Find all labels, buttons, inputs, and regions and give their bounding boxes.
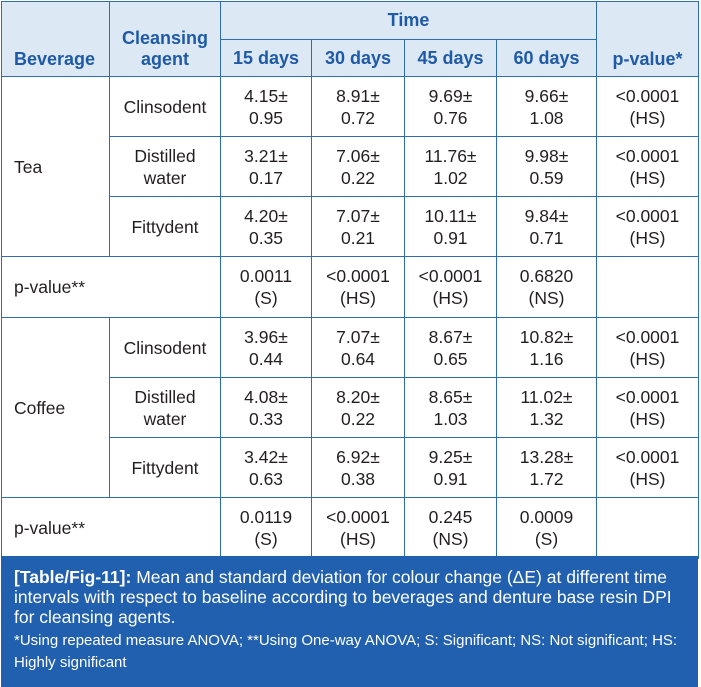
value-line: 0.35 bbox=[248, 227, 284, 248]
value-line: 9.98± bbox=[524, 145, 569, 166]
value-line: 0.44 bbox=[248, 348, 284, 369]
results-table bbox=[1, 1, 699, 559]
value-line: 0.95 bbox=[248, 107, 284, 128]
value-cell bbox=[312, 137, 405, 197]
agent-cell bbox=[110, 378, 221, 438]
caption-footnote-line2: HS: Highly significant bbox=[14, 632, 678, 671]
p-value-cell bbox=[597, 137, 699, 197]
p-value-cell bbox=[597, 378, 699, 438]
value-line: 8.67± bbox=[428, 326, 473, 347]
p-value-cell bbox=[597, 197, 699, 257]
p-value-line: (HS) bbox=[629, 107, 666, 128]
agent-cell bbox=[110, 197, 221, 257]
value-line: 4.08± bbox=[244, 386, 288, 407]
value-line: 1.03 bbox=[433, 408, 468, 429]
value-line: 0.21 bbox=[340, 227, 376, 248]
p-value-line: (HS) bbox=[629, 227, 666, 248]
p-value-row-cell bbox=[497, 498, 597, 559]
empty-cell bbox=[597, 257, 699, 318]
p-value-cell bbox=[597, 438, 699, 498]
header-day-45: 45 days bbox=[405, 40, 497, 77]
value-line: 1.72 bbox=[529, 468, 564, 489]
value-line: 3.21± bbox=[244, 145, 288, 166]
p-value-row-line: (HS) bbox=[340, 529, 376, 549]
value-line: 3.42± bbox=[244, 446, 288, 467]
value-line: 9.25± bbox=[428, 446, 473, 467]
agent-label: Distilled bbox=[134, 386, 196, 407]
value-cell bbox=[312, 318, 405, 378]
header-beverage: Beverage bbox=[2, 2, 110, 77]
value-line: 8.65± bbox=[428, 386, 473, 407]
p-value-line: (HS) bbox=[629, 408, 666, 429]
p-value-row-line: <0.0001 bbox=[418, 266, 483, 286]
value-cell bbox=[221, 197, 312, 257]
value-cell bbox=[221, 77, 312, 137]
value-cell bbox=[221, 318, 312, 378]
value-line: 0.91 bbox=[433, 227, 468, 248]
value-cell bbox=[405, 77, 497, 137]
table-row bbox=[2, 318, 699, 378]
results-table-wrapper bbox=[1, 1, 698, 559]
agent-label: Fittydent bbox=[131, 457, 199, 478]
caption-text: Mean and standard deviation for colour change (ΔE) at different time intervals with respect to baseline according to beverages and denture base resin DPI for cleansing agents. bbox=[14, 567, 672, 627]
value-line: 10.11± bbox=[424, 205, 477, 226]
p-value-line: <0.0001 bbox=[615, 145, 680, 166]
p-value-row-line: 0.0011 bbox=[239, 266, 293, 286]
p-value-line: <0.0001 bbox=[615, 205, 680, 226]
agent-label: Clinsodent bbox=[123, 96, 207, 117]
p-value-line: (HS) bbox=[629, 348, 666, 369]
value-line: 11.02± bbox=[520, 386, 573, 407]
p-value-row-label: p-value** bbox=[2, 257, 221, 318]
value-line: 0.63 bbox=[248, 468, 284, 489]
p-value-line: <0.0001 bbox=[615, 85, 680, 106]
p-value-row-line: 0.0119 bbox=[239, 507, 293, 527]
header-cleansing-agent bbox=[110, 2, 221, 77]
header-day-60: 60 days bbox=[497, 40, 597, 77]
agent-cell bbox=[110, 137, 221, 197]
value-cell bbox=[405, 197, 497, 257]
empty-cell bbox=[597, 498, 699, 559]
header-cleansing-agent-line2: agent bbox=[140, 49, 189, 69]
p-value-line: <0.0001 bbox=[615, 326, 680, 347]
agent-label: Distilled bbox=[134, 145, 196, 166]
value-line: 0.91 bbox=[433, 468, 468, 489]
p-value-row-line: (S) bbox=[254, 288, 278, 308]
p-value-row-line: (HS) bbox=[340, 288, 376, 308]
value-line: 0.71 bbox=[529, 227, 564, 248]
value-cell bbox=[497, 378, 597, 438]
value-line: 13.28± bbox=[519, 446, 574, 467]
value-line: 0.22 bbox=[340, 408, 376, 429]
header-time: Time bbox=[221, 2, 597, 40]
caption-footnote bbox=[14, 630, 688, 674]
value-line: 9.84± bbox=[524, 205, 569, 226]
value-cell bbox=[405, 438, 497, 498]
beverage-cell: Tea bbox=[2, 77, 110, 257]
value-cell bbox=[405, 378, 497, 438]
value-line: 7.06± bbox=[336, 145, 380, 166]
header-day-30: 30 days bbox=[312, 40, 405, 77]
value-cell bbox=[405, 318, 497, 378]
value-line: 4.20± bbox=[244, 205, 288, 226]
value-line: 9.69± bbox=[428, 85, 473, 106]
value-line: 1.08 bbox=[529, 107, 564, 128]
p-value-row-line: (NS) bbox=[432, 529, 469, 549]
beverage-cell: Coffee bbox=[2, 318, 110, 498]
value-line: 8.20± bbox=[336, 386, 380, 407]
value-cell bbox=[497, 318, 597, 378]
value-cell bbox=[497, 77, 597, 137]
p-value-row-cell bbox=[497, 257, 597, 318]
value-line: 0.33 bbox=[248, 408, 284, 429]
p-value-row bbox=[2, 498, 699, 559]
agent-label: water bbox=[143, 408, 187, 429]
value-line: 7.07± bbox=[336, 205, 380, 226]
p-value-cell bbox=[597, 77, 699, 137]
value-line: 0.17 bbox=[248, 167, 284, 188]
value-cell bbox=[312, 378, 405, 438]
value-line: 3.96± bbox=[244, 326, 288, 347]
p-value-row-line: 0.245 bbox=[428, 507, 473, 527]
p-value-row-cell bbox=[312, 498, 405, 559]
p-value-row-cell bbox=[405, 498, 497, 559]
figure-caption bbox=[1, 556, 698, 687]
p-value-row-line: <0.0001 bbox=[326, 266, 390, 286]
table-row bbox=[2, 77, 699, 137]
p-value-row-line: (NS) bbox=[528, 288, 565, 308]
value-line: 0.72 bbox=[340, 107, 376, 128]
value-line: 9.66± bbox=[524, 85, 569, 106]
agent-cell bbox=[110, 77, 221, 137]
p-value-row-line: (S) bbox=[534, 529, 559, 549]
p-value-row-line: (S) bbox=[254, 529, 278, 549]
caption-main bbox=[14, 567, 688, 627]
value-line: 1.32 bbox=[529, 408, 564, 429]
header-day-15: 15 days bbox=[221, 40, 312, 77]
p-value-row-line: 0.0009 bbox=[519, 507, 574, 527]
value-cell bbox=[221, 137, 312, 197]
value-line: 8.91± bbox=[336, 85, 380, 106]
p-value-row bbox=[2, 257, 699, 318]
agent-cell bbox=[110, 438, 221, 498]
p-value-row-cell bbox=[312, 257, 405, 318]
value-line: 10.82± bbox=[519, 326, 574, 347]
p-value-line: <0.0001 bbox=[615, 386, 680, 407]
value-cell bbox=[312, 77, 405, 137]
table-body bbox=[2, 77, 699, 559]
p-value-row-label: p-value** bbox=[2, 498, 221, 559]
caption-label: [Table/Fig-11]: bbox=[14, 567, 132, 587]
value-line: 0.65 bbox=[433, 348, 468, 369]
value-line: 0.76 bbox=[433, 107, 468, 128]
p-value-line: <0.0001 bbox=[615, 446, 680, 467]
agent-label: Fittydent bbox=[131, 216, 199, 237]
value-cell bbox=[221, 438, 312, 498]
p-value-row-line: (HS) bbox=[432, 288, 469, 308]
value-line: 6.92± bbox=[336, 446, 380, 467]
value-cell bbox=[221, 378, 312, 438]
p-value-row-line: <0.0001 bbox=[326, 507, 390, 527]
p-value-cell bbox=[597, 318, 699, 378]
value-cell bbox=[497, 137, 597, 197]
value-cell bbox=[312, 438, 405, 498]
value-line: 1.16 bbox=[529, 348, 564, 369]
value-line: 0.64 bbox=[340, 348, 376, 369]
caption-footnote-line1: *Using repeated measure ANOVA; **Using One-way ANOVA; S: Significant; NS: Not significant; bbox=[14, 632, 648, 649]
p-value-row-cell bbox=[405, 257, 497, 318]
p-value-row-cell bbox=[221, 498, 312, 559]
value-cell bbox=[497, 438, 597, 498]
value-line: 4.15± bbox=[244, 85, 288, 106]
value-line: 0.59 bbox=[529, 167, 564, 188]
agent-cell bbox=[110, 318, 221, 378]
p-value-row-line: 0.6820 bbox=[519, 266, 574, 286]
p-value-row-cell bbox=[221, 257, 312, 318]
value-line: 7.07± bbox=[336, 326, 380, 347]
header-cleansing-agent-line1: Cleansing bbox=[121, 28, 209, 48]
value-line: 1.02 bbox=[433, 167, 468, 188]
header-p-value: p-value* bbox=[597, 2, 699, 77]
p-value-line: (HS) bbox=[629, 468, 666, 489]
p-value-line: (HS) bbox=[629, 167, 666, 188]
value-line: 0.38 bbox=[340, 468, 376, 489]
value-cell bbox=[497, 197, 597, 257]
agent-label: water bbox=[143, 167, 187, 188]
value-line: 0.22 bbox=[340, 167, 376, 188]
value-cell bbox=[312, 197, 405, 257]
agent-label: Clinsodent bbox=[123, 337, 207, 358]
value-cell bbox=[405, 137, 497, 197]
value-line: 11.76± bbox=[424, 145, 477, 166]
